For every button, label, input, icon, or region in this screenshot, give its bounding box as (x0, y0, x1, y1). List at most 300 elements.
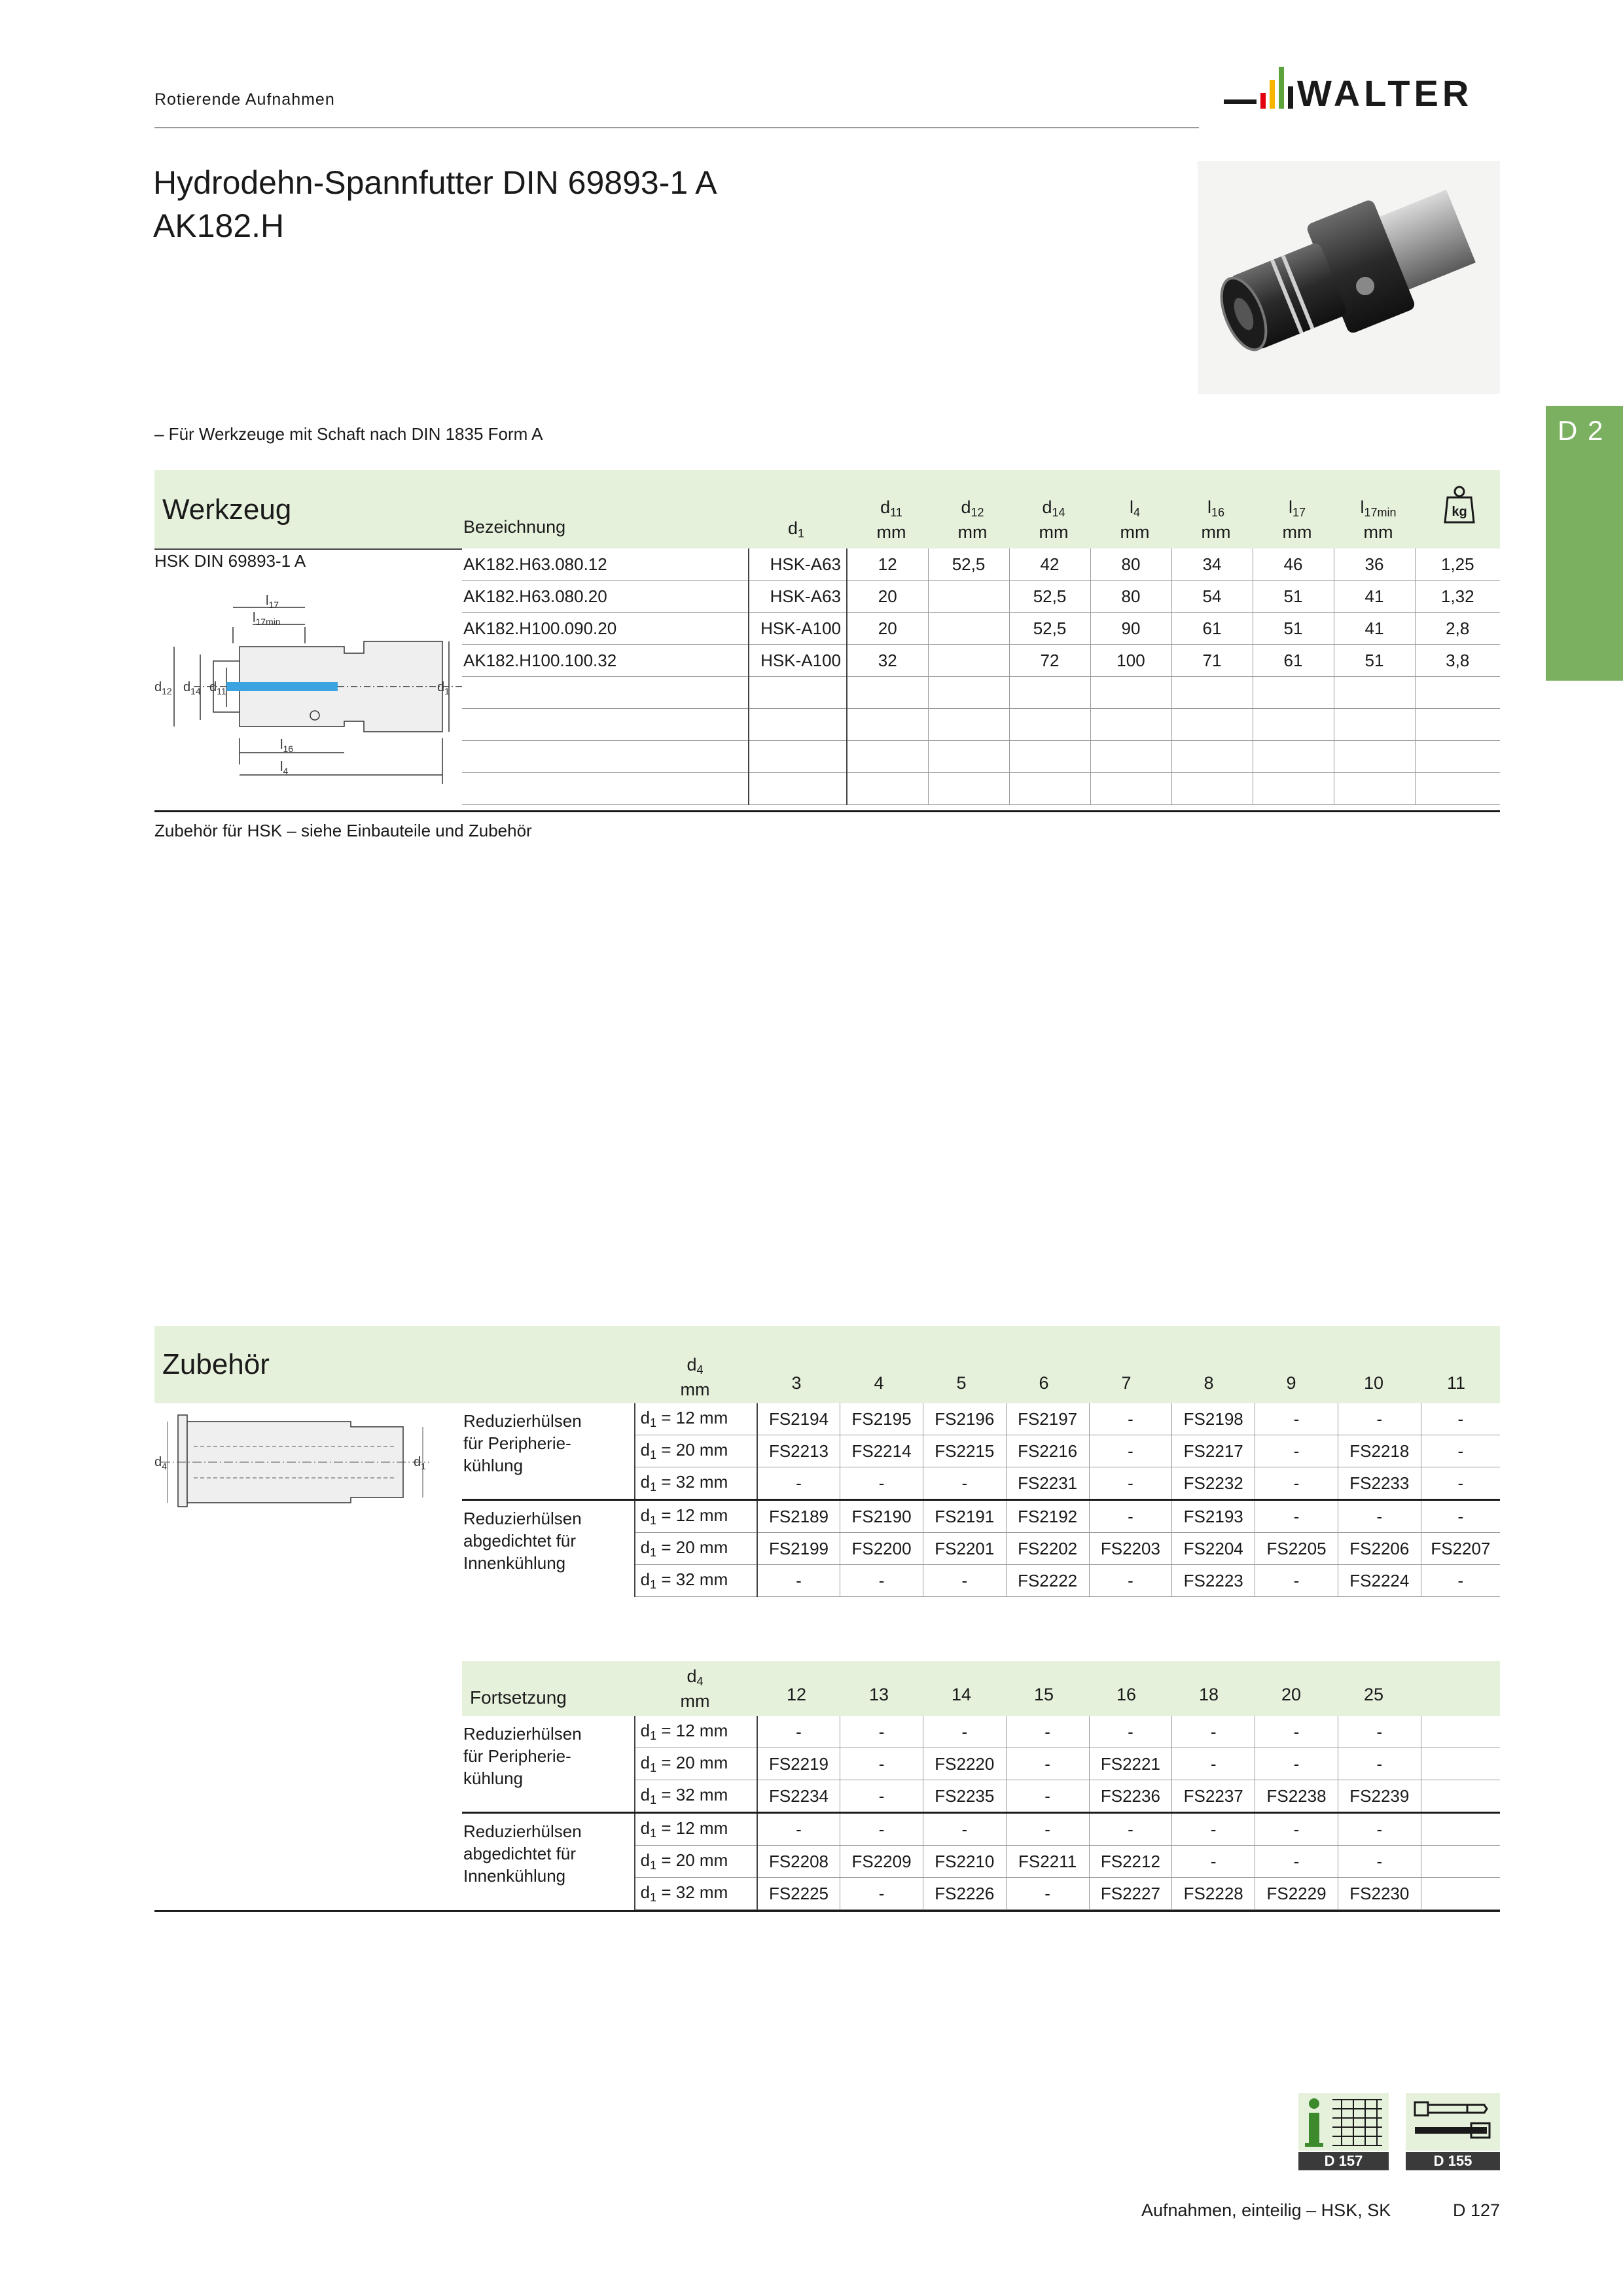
article-cell: FS2211 (1006, 1846, 1089, 1878)
article-cell: - (1338, 1403, 1421, 1435)
d1-symbol: d (640, 1505, 651, 1525)
size-header: 18 (1198, 1685, 1219, 1704)
d1-sub: 1 (650, 1761, 657, 1774)
col-d11: $d_{11}$ mm (876, 497, 906, 542)
article-cell: - (1255, 1403, 1338, 1435)
d1-symbol: d (640, 1850, 651, 1870)
d1-cell (635, 1435, 757, 1467)
article-cell: FS2237 (1172, 1780, 1255, 1813)
cell-empty (1171, 773, 1253, 805)
article-cell: FS2213 (757, 1435, 840, 1467)
cell-d1: HSK-A100 (749, 645, 847, 677)
cell-kg: 2,8 (1415, 613, 1500, 645)
article-cell (1421, 1716, 1500, 1748)
reference-label: D 155 (1406, 2152, 1500, 2170)
article-cell: FS2205 (1255, 1533, 1338, 1565)
reference-link-info[interactable] (1298, 2093, 1389, 2170)
drawing-caption: HSK DIN 69893-1 A (154, 551, 306, 571)
cell-d12 (928, 645, 1009, 677)
cell-empty (1415, 773, 1500, 805)
article-cell: FS2202 (1006, 1533, 1089, 1565)
article-cell: - (1338, 1846, 1421, 1878)
article-cell: - (840, 1748, 923, 1780)
group-label-line: abgedichtet für (463, 1844, 577, 1863)
chuck-technical-drawing (154, 581, 462, 791)
d1-cell (635, 1403, 757, 1435)
size-header: 14 (951, 1685, 972, 1704)
cell-d14: 52,5 (1009, 613, 1090, 645)
article-cell: FS2204 (1172, 1533, 1255, 1565)
page-title: Hydrodehn-Spannfutter DIN 69893-1 A (153, 164, 717, 201)
size-header: 20 (1281, 1685, 1302, 1704)
article-cell: FS2226 (923, 1878, 1006, 1910)
article-cell: FS2225 (757, 1878, 840, 1910)
article-cell: - (757, 1716, 840, 1748)
cell-empty (1415, 677, 1500, 709)
cell-empty (928, 741, 1009, 773)
cell-bezeichnung: AK182.H100.090.20 (462, 613, 749, 645)
cell-empty (1253, 741, 1334, 773)
article-cell: FS2236 (1089, 1780, 1172, 1813)
cell-empty (1090, 709, 1171, 741)
cell-l4: 80 (1090, 581, 1171, 613)
article-cell: - (1089, 1565, 1172, 1597)
cell-empty (462, 677, 749, 709)
d1-cell (635, 1716, 757, 1748)
article-cell: - (1006, 1716, 1089, 1748)
cell-d1: HSK-A63 (749, 581, 847, 613)
article-cell: - (840, 1813, 923, 1846)
group-label-line: für Peripherie- (463, 1746, 571, 1766)
cell-l17: 51 (1253, 581, 1334, 613)
cell-empty (1334, 709, 1415, 741)
werkzeug-heading: Werkzeug (162, 493, 292, 526)
section-label: Rotierende Aufnahmen (154, 90, 335, 109)
weight-icon-label: kg (1452, 505, 1467, 519)
article-cell: FS2210 (923, 1846, 1006, 1878)
d1-value: = 32 mm (656, 1882, 728, 1902)
size-header: 11 (1446, 1373, 1466, 1393)
cell-empty (928, 709, 1009, 741)
cell-empty (1415, 709, 1500, 741)
d1-sub: 1 (650, 1793, 657, 1806)
article-cell: - (1255, 1846, 1338, 1878)
article-cell: - (923, 1565, 1006, 1597)
article-cell: FS2224 (1338, 1565, 1421, 1597)
product-photo (1198, 161, 1500, 394)
article-cell: FS2216 (1006, 1435, 1089, 1467)
article-cell: FS2235 (923, 1780, 1006, 1813)
article-cell: - (757, 1813, 840, 1846)
article-cell: FS2207 (1421, 1533, 1500, 1565)
article-cell: FS2212 (1089, 1846, 1172, 1878)
cell-d14: 42 (1009, 548, 1090, 581)
article-cell: - (1089, 1435, 1172, 1467)
cell-empty (1334, 741, 1415, 773)
article-cell: FS2220 (923, 1748, 1006, 1780)
article-cell: - (1089, 1500, 1172, 1533)
cell-d1: HSK-A100 (749, 613, 847, 645)
table-row (462, 581, 1500, 613)
cell-empty (1009, 677, 1090, 709)
article-cell: FS2219 (757, 1748, 840, 1780)
article-cell: - (1338, 1748, 1421, 1780)
cell-l17: 46 (1253, 548, 1334, 581)
article-cell: FS2214 (840, 1435, 923, 1467)
article-cell: - (1255, 1467, 1338, 1500)
fortsetzung-bottom-rule (154, 1910, 1500, 1912)
cell-empty (1090, 677, 1171, 709)
article-cell: - (923, 1813, 1006, 1846)
article-cell: FS2217 (1172, 1435, 1255, 1467)
article-cell: FS2215 (923, 1435, 1006, 1467)
article-cell: FS2223 (1172, 1565, 1255, 1597)
table-row (462, 645, 1500, 677)
article-cell: FS2239 (1338, 1780, 1421, 1813)
group-label-line: kühlung (463, 1768, 524, 1788)
article-cell: FS2232 (1172, 1467, 1255, 1500)
d1-cell (635, 1813, 757, 1846)
article-cell: FS2234 (757, 1780, 840, 1813)
size-header: 3 (791, 1373, 802, 1393)
article-cell: FS2231 (1006, 1467, 1089, 1500)
group-label-line: Reduzierhülsen (463, 1411, 582, 1431)
article-cell: - (923, 1716, 1006, 1748)
cell-d12 (928, 613, 1009, 645)
info-table-icon (1298, 2093, 1389, 2151)
article-cell: - (840, 1780, 923, 1813)
svg-text:l16: $l_{16}$ (280, 738, 294, 754)
d1-cell (635, 1780, 757, 1813)
fortsetzung-size-header (755, 1685, 1500, 1711)
table-row (462, 677, 1500, 709)
cell-l17: 61 (1253, 645, 1334, 677)
chapter-tab (1546, 406, 1623, 681)
article-cell: FS2191 (923, 1500, 1006, 1533)
article-cell: - (840, 1716, 923, 1748)
size-header: 4 (874, 1373, 884, 1393)
cell-l16: 61 (1171, 613, 1253, 645)
cell-empty (1253, 709, 1334, 741)
svg-text:d4: $d_4$ (154, 1455, 167, 1471)
cell-empty (928, 677, 1009, 709)
article-cell (1421, 1813, 1500, 1846)
cell-l4: 100 (1090, 645, 1171, 677)
cell-kg: 1,32 (1415, 581, 1500, 613)
group-label-line: kühlung (463, 1456, 524, 1475)
cell-empty (749, 677, 847, 709)
article-cell: - (757, 1565, 840, 1597)
cell-d14: 52,5 (1009, 581, 1090, 613)
article-cell: FS2198 (1172, 1403, 1255, 1435)
d1-sub: 1 (650, 1448, 657, 1462)
d1-value: = 32 mm (656, 1785, 728, 1804)
svg-text:d1: $d_1$ (414, 1455, 426, 1471)
article-cell (1421, 1878, 1500, 1910)
article-cell: - (1089, 1813, 1172, 1846)
article-cell: FS2218 (1338, 1435, 1421, 1467)
group-label-line: Reduzierhülsen (463, 1821, 582, 1841)
svg-text:d12: $d_{12}$ (154, 680, 172, 696)
article-cell: - (1089, 1716, 1172, 1748)
cell-empty (1334, 773, 1415, 805)
cell-d12 (928, 581, 1009, 613)
d1-symbol: d (640, 1440, 651, 1460)
article-cell: FS2238 (1255, 1780, 1338, 1813)
screw-icon (1406, 2093, 1500, 2151)
d1-symbol: d (640, 1570, 651, 1589)
reference-label: D 157 (1298, 2152, 1389, 2170)
article-cell: FS2199 (757, 1533, 840, 1565)
d1-cell (635, 1533, 757, 1565)
d1-symbol: d (640, 1472, 651, 1492)
cell-empty (1253, 677, 1334, 709)
article-cell: - (1255, 1565, 1338, 1597)
cell-empty (1009, 709, 1090, 741)
cell-empty (1334, 677, 1415, 709)
article-cell: - (1006, 1780, 1089, 1813)
cell-l4: 80 (1090, 548, 1171, 581)
cell-empty (1253, 773, 1334, 805)
cell-l17min: 36 (1334, 548, 1415, 581)
d1-symbol: d (640, 1818, 651, 1838)
svg-text:l17: $l_{17}$ (266, 594, 279, 610)
article-cell: FS2196 (923, 1403, 1006, 1435)
page-subtitle: AK182.H (153, 207, 285, 244)
article-cell: - (1006, 1878, 1089, 1910)
cell-l16: 71 (1171, 645, 1253, 677)
article-cell: - (1172, 1813, 1255, 1846)
cell-empty (1171, 709, 1253, 741)
size-header: 12 (786, 1685, 807, 1704)
article-cell: - (1255, 1500, 1338, 1533)
d1-value: = 12 mm (656, 1721, 728, 1740)
cell-d11: 12 (847, 548, 928, 581)
d1-cell (635, 1748, 757, 1780)
d1-sub: 1 (650, 1578, 657, 1591)
size-header: 5 (956, 1373, 967, 1393)
cell-d11: 32 (847, 645, 928, 677)
d1-value: = 20 mm (656, 1850, 728, 1870)
group-label (462, 1403, 635, 1500)
svg-text:d11: $d_{11}$ (209, 680, 226, 696)
article-cell: FS2229 (1255, 1878, 1338, 1910)
article-cell: - (1255, 1748, 1338, 1780)
d1-symbol: d (640, 1753, 651, 1772)
table-row (462, 1403, 1500, 1435)
cell-kg: 1,25 (1415, 548, 1500, 581)
d1-cell (635, 1878, 757, 1910)
article-cell: FS2197 (1006, 1403, 1089, 1435)
cell-empty (847, 709, 928, 741)
article-cell: FS2200 (840, 1533, 923, 1565)
group-label-line: Innenkühlung (463, 1553, 566, 1573)
footer-text: Aufnahmen, einteilig – HSK, SK (1141, 2200, 1391, 2220)
article-cell (1421, 1780, 1500, 1813)
header-rule (154, 127, 1199, 128)
article-cell: FS2193 (1172, 1500, 1255, 1533)
d1-value: = 20 mm (656, 1440, 728, 1460)
article-cell: - (1421, 1500, 1500, 1533)
group-label-line: Reduzierhülsen (463, 1509, 582, 1528)
cell-empty (1171, 741, 1253, 773)
d1-sub: 1 (650, 1729, 657, 1742)
d1-sub: 1 (650, 1827, 657, 1840)
article-cell: FS2209 (840, 1846, 923, 1878)
col-l17min: $l_{17min}$ mm (1360, 497, 1397, 542)
article-cell: - (1421, 1435, 1500, 1467)
size-header: 7 (1121, 1373, 1132, 1393)
werkzeug-table (462, 548, 1500, 805)
article-cell: FS2221 (1089, 1748, 1172, 1780)
article-cell: - (1006, 1813, 1089, 1846)
article-cell: - (923, 1467, 1006, 1500)
article-cell: FS2206 (1338, 1533, 1421, 1565)
cell-l4: 90 (1090, 613, 1171, 645)
article-cell: FS2233 (1338, 1467, 1421, 1500)
weight-icon (1444, 486, 1475, 524)
d1-symbol: d (640, 1785, 651, 1804)
article-cell: - (757, 1467, 840, 1500)
d1-sub: 1 (650, 1514, 657, 1527)
d1-sub: 1 (650, 1416, 657, 1429)
col-l16: $l_{16}$ mm (1201, 497, 1231, 542)
group-label-line: abgedichtet für (463, 1531, 577, 1551)
col-l17: $l_{17}$ mm (1282, 497, 1312, 542)
d1-value: = 20 mm (656, 1537, 728, 1557)
zubehoer-heading: Zubehör (162, 1348, 270, 1380)
d1-cell (635, 1467, 757, 1500)
cell-l17min: 41 (1334, 613, 1415, 645)
article-cell: FS2222 (1006, 1565, 1089, 1597)
cell-l16: 54 (1171, 581, 1253, 613)
article-cell: - (1255, 1435, 1338, 1467)
svg-text:d1: $d_1$ (437, 680, 450, 696)
table-row (462, 1500, 1500, 1533)
article-cell: - (840, 1565, 923, 1597)
article-cell: - (1172, 1748, 1255, 1780)
group-label (462, 1716, 635, 1813)
article-cell: - (1421, 1467, 1500, 1500)
cell-l17: 51 (1253, 613, 1334, 645)
svg-text:d14: $d_{14}$ (183, 680, 201, 696)
d1-symbol: d (640, 1408, 651, 1427)
group-label (462, 1813, 635, 1910)
fortsetzung-d4-header: $d_4$ mm (680, 1666, 710, 1711)
cell-l16: 34 (1171, 548, 1253, 581)
cell-l17min: 51 (1334, 645, 1415, 677)
article-cell: - (1338, 1500, 1421, 1533)
article-cell: FS2194 (757, 1403, 840, 1435)
article-cell: FS2195 (840, 1403, 923, 1435)
article-cell: FS2203 (1089, 1533, 1172, 1565)
d1-cell (635, 1565, 757, 1597)
zubehoer-size-header (755, 1373, 1500, 1399)
article-cell: - (1172, 1716, 1255, 1748)
d1-cell (635, 1500, 757, 1533)
cell-kg: 3,8 (1415, 645, 1500, 677)
col-d14: $d_{14}$ mm (1039, 497, 1069, 542)
article-cell: FS2201 (923, 1533, 1006, 1565)
group-label-line: Innenkühlung (463, 1866, 566, 1886)
article-cell: - (1172, 1846, 1255, 1878)
cell-bezeichnung: AK182.H63.080.12 (462, 548, 749, 581)
article-cell (1421, 1748, 1500, 1780)
cell-d14: 72 (1009, 645, 1090, 677)
cell-empty (749, 773, 847, 805)
article-cell (1421, 1846, 1500, 1878)
table-row (462, 773, 1500, 805)
group-label-line: Reduzierhülsen (463, 1724, 582, 1744)
cell-empty (928, 773, 1009, 805)
cell-empty (847, 741, 928, 773)
article-cell: FS2192 (1006, 1500, 1089, 1533)
article-cell: FS2228 (1172, 1878, 1255, 1910)
size-header: 10 (1363, 1373, 1384, 1393)
zubehoer-note: Zubehör für HSK – siehe Einbauteile und Zubehör (154, 821, 532, 840)
cell-empty (1090, 773, 1171, 805)
page-number: D 127 (1453, 2200, 1501, 2220)
svg-text:l17min: $l_{17min}$ (253, 611, 281, 627)
article-cell: - (840, 1878, 923, 1910)
fortsetzung-heading: Fortsetzung (470, 1687, 567, 1708)
d1-value: = 12 mm (656, 1408, 728, 1427)
d1-symbol: d (640, 1537, 651, 1557)
article-cell: FS2189 (757, 1500, 840, 1533)
article-cell: - (1338, 1813, 1421, 1846)
d1-sub: 1 (650, 1546, 657, 1559)
cell-empty (749, 709, 847, 741)
d1-value: = 12 mm (656, 1505, 728, 1525)
cell-bezeichnung: AK182.H100.100.32 (462, 645, 749, 677)
cell-l17min: 41 (1334, 581, 1415, 613)
col-l4: $l_4$ mm (1120, 497, 1150, 542)
d1-sub: 1 (650, 1480, 657, 1494)
d1-symbol: d (640, 1721, 651, 1740)
cell-empty (462, 709, 749, 741)
cell-d11: 20 (847, 613, 928, 645)
d1-value: = 12 mm (656, 1818, 728, 1838)
cell-empty (462, 773, 749, 805)
cell-empty (462, 741, 749, 773)
table-row (462, 1813, 1500, 1846)
fortsetzung-table (462, 1716, 1500, 1910)
article-cell: - (1421, 1565, 1500, 1597)
zubehoer-table (462, 1403, 1500, 1597)
group-label (462, 1500, 635, 1597)
d1-sub: 1 (650, 1859, 657, 1872)
table-row (462, 709, 1500, 741)
d1-value: = 20 mm (656, 1753, 728, 1772)
article-cell: - (1006, 1748, 1089, 1780)
group-label-line: für Peripherie- (463, 1433, 571, 1453)
table-row (462, 613, 1500, 645)
walter-logo (1224, 60, 1499, 113)
article-cell: - (1089, 1403, 1172, 1435)
table-row (462, 741, 1500, 773)
cell-empty (1009, 741, 1090, 773)
d1-sub: 1 (650, 1891, 657, 1904)
article-cell: FS2208 (757, 1846, 840, 1878)
article-cell: FS2227 (1089, 1878, 1172, 1910)
article-cell: - (1255, 1813, 1338, 1846)
cell-bezeichnung: AK182.H63.080.20 (462, 581, 749, 613)
reference-link-screw[interactable] (1406, 2093, 1500, 2170)
sleeve-technical-drawing (154, 1407, 442, 1512)
werkzeug-table-bottom-rule (154, 810, 1500, 812)
size-header: 16 (1116, 1685, 1137, 1704)
svg-text:l4: $l_4$ (280, 760, 289, 776)
